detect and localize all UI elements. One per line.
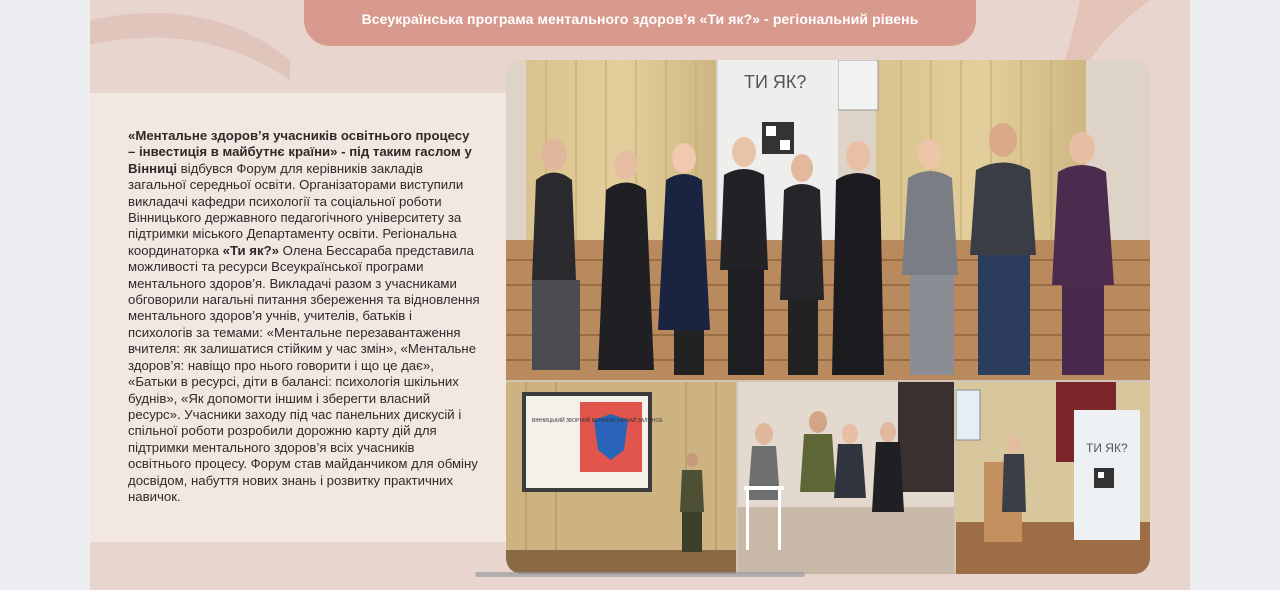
panel-photo-podium (956, 382, 1150, 574)
page-title: Всеукраїнська програма ментального здоров’я «Ти як?» - регіональний рівень (361, 11, 919, 27)
rollup-logo-text: ТИ ЯК? (744, 72, 807, 92)
group-photo (506, 60, 1150, 380)
page (90, 0, 1190, 590)
article-lead: «Ментальне здоров’я учасників освітнього процесу – інвестиція в майбутнє країни» - під таким гаслом у Вінниці (128, 128, 472, 176)
article-body-part1: відбувся Форум для керівників закладів загальної середньої освіти. Організаторами виступили викладачі кафедри психології та соціальної роботи Вінницького державного педагогічного університету за підтримки міського Департаменту освіти. Регіональна координаторка (128, 160, 464, 258)
panel-photo-soldier (506, 382, 736, 574)
article-text (128, 128, 480, 505)
horizontal-scrollbar[interactable] (475, 572, 805, 577)
photo-collage (506, 60, 1150, 574)
article-body-part2: Олена Бессараба представила можливості та ресурси Всеукраїнської програми ментального здоров’я. Викладачі разом з учасниками обговорили нагальні питання збереження та відновлення ментального здоров’я учнів, учителів, батьків і психологів за темами: «Ментальне перезавантаження вчителя: як залишатися стійким у час змін», «Ментальне здоров’я: навіщо про нього говорити і що це дає», «Батьки в ресурсі, діти в балансі: психологія шкільних буднів», «Як допомогти іншим і зберегти власний ресурс». Учасники заходу під час панельних дискусій і спільної роботи розробили дорожню карту дій для підтримки ментального здоров’я всіх учасників освітнього процесу. Форум став майданчиком для обміну досвідом, набуття нових знань і розвитку практичних навичок. (128, 242, 480, 504)
rollup-logo-text-2: ТИ ЯК? (1086, 441, 1128, 455)
article-brand: «Ти як?» (222, 242, 279, 258)
article-card (90, 93, 506, 542)
slide-text: ВІННИЦЬКИЙ ЗБОРНИЙ ВАТАЖОК БАРКАЙ ЗАЛІЗНОЕ (532, 418, 663, 424)
panel-photo-discussion (738, 382, 954, 574)
header-banner (304, 0, 976, 46)
